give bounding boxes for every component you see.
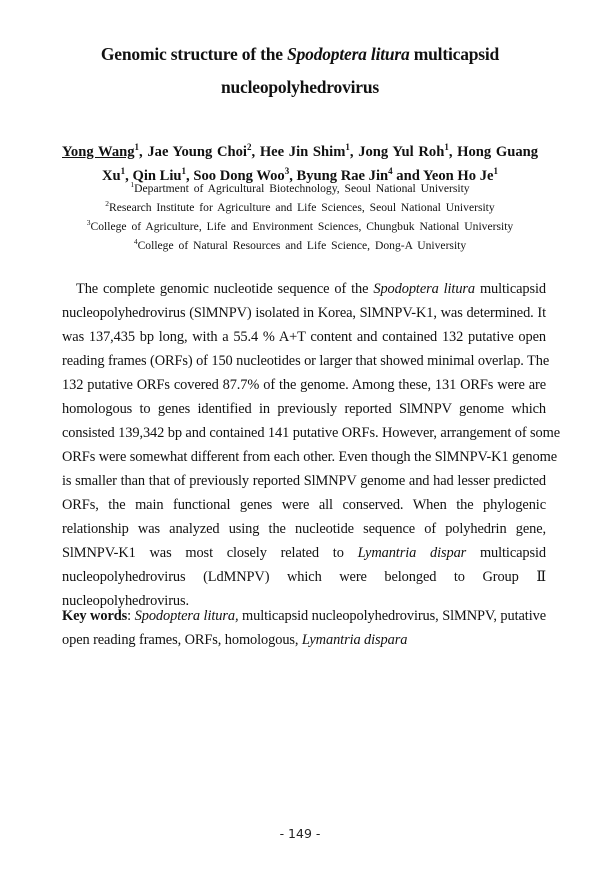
abstract-line: ORFs were somewhat different from each other. Even though the SlMNPV-K1 genome	[62, 449, 557, 465]
affiliation: $^2$Research Institute for Agriculture and Life Sciences, Seoul National University	[105, 199, 495, 214]
author: Qin Liu$^1$	[132, 165, 187, 184]
abstract-line: nucleopolyhedrovirus (LdMNPV) which were belonged to Group Ⅱ	[62, 569, 546, 585]
abstract-line: ORFs, the main functional genes were all conserved. When the phylogenic	[62, 497, 546, 513]
keyword-species-2: Lymantria dispara	[301, 632, 408, 648]
abstract-line: 132 putative ORFs covered 87.7% of the genome. Among these, 131 ORFs were are	[62, 377, 546, 393]
author: Jae Young Choi$^2$	[147, 142, 252, 160]
abstract-line: homologous to genes identified in previously reported SlMNPV genome which	[62, 401, 546, 417]
author: Jong Yul Roh$^1$	[358, 142, 449, 160]
title-line-1: Genomic structure of the Spodoptera litura multicapsid	[100, 44, 500, 64]
author: Yeon Ho Je$^1$	[422, 165, 498, 184]
author: Hong Guang Xu$^1$	[102, 143, 539, 184]
abstract-line: reading frames (ORFs) of 150 nucleotides or larger that showed minimal overlap. The	[62, 353, 550, 369]
author: Soo Dong Woo$^3$	[193, 165, 290, 184]
keywords-label: Key words	[62, 608, 128, 624]
author: Yong Wang$^1$	[62, 142, 140, 160]
author: Hee Jin Shim$^1$	[259, 142, 350, 160]
abstract-line: is smaller than that of previously reported SlMNPV genome and had lesser predicted	[62, 473, 546, 489]
abstract-line: SlMNPV-K1 was most closely related to Lymantria dispar multicapsid	[62, 545, 546, 561]
keywords: Key words: Spodoptera litura, multicapsid nucleopolyhedrovirus, SlMNPV, putative open reading frames, ORFs, homologous, Lymantria dispara	[62, 608, 546, 648]
abstract-line: was 137,435 bp long, with a 55.4 % A+T content and contained 132 putative open	[62, 329, 546, 345]
abstract-line: consisted 139,342 bp and contained 141 putative ORFs. However, arrangement of some	[62, 425, 560, 441]
author: Byung Rae Jin$^4$	[296, 165, 393, 184]
abstract-line: relationship was analyzed using the nucleotide sequence of polyhedrin gene,	[62, 521, 546, 537]
abstract-line: nucleopolyhedrovirus.	[62, 593, 189, 609]
abstract-line: The complete genomic nucleotide sequence of the Spodoptera litura multicapsid	[76, 281, 546, 297]
abstract	[62, 277, 560, 613]
paper-title	[60, 38, 540, 104]
author-list: Yong Wang$^1$, Jae Young Choi$^2$, Hee Jin Shim$^1$, Jong Yul Roh$^1$, Hong Guang Xu$^1$, Qin Liu$^1$, Soo Dong Woo$^3$, Byung Rae Jin$^4$ and Yeon Ho Je$^1$	[62, 142, 539, 184]
affiliation: $^3$College of Agriculture, Life and Environment Sciences, Chungbuk National University	[86, 218, 514, 233]
affiliation-list	[62, 177, 538, 253]
page-number: - 149 -	[279, 826, 321, 841]
keyword-species: Spodoptera litura,	[134, 608, 239, 624]
title-species: Spodoptera litura	[287, 44, 410, 64]
abstract-line: nucleopolyhedrovirus (SlMNPV) isolated in Korea, SlMNPV-K1, was determined. It	[62, 305, 546, 321]
affiliation: $^1$Department of Agricultural Biotechnology, Seoul National University	[130, 180, 470, 195]
title-line-2: nucleopolyhedrovirus	[220, 77, 380, 97]
affiliation: $^4$College of Natural Resources and Life Science, Dong-A University	[133, 237, 467, 253]
